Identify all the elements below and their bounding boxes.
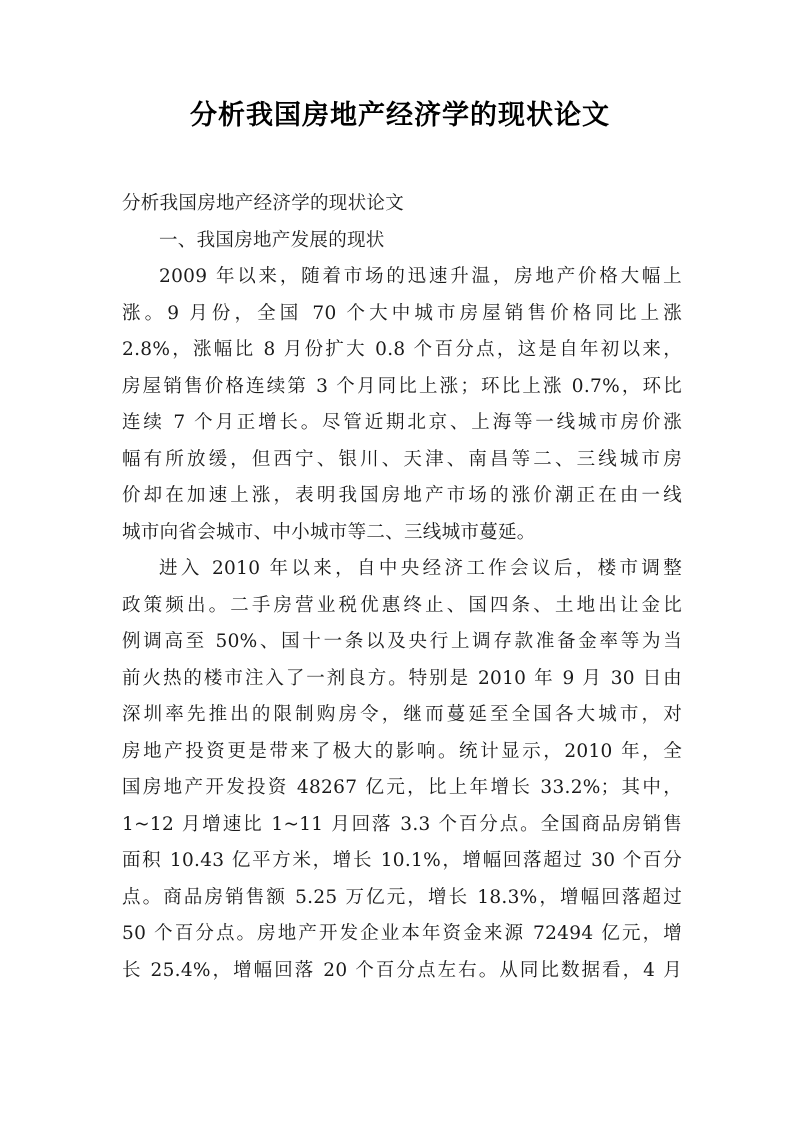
paragraph-line: 幅有所放缓，但西宁、银川、天津、南昌等二、三线城市房 (122, 448, 682, 470)
paragraph-line: 深圳率先推出的限制购房令，继而蔓延至全国各大城市，对 (122, 704, 682, 725)
paragraph-line: 进入 2010 年以来，自中央经济工作会议后，楼市调整 (159, 558, 682, 579)
paragraph-line: 2.8%，涨幅比 8 月份扩大 0.8 个百分点，这是自年初以来， (122, 339, 682, 360)
paragraph-line: 长 25.4%，增幅回落 20 个百分点左右。从同比数据看，4 月 (122, 959, 682, 981)
paragraph-line: 涨。9 月份，全国 70 个大中城市房屋销售价格同比上涨 (122, 302, 682, 324)
paragraph-line: 房地产投资更是带来了极大的影响。统计显示，2010 年，全 (122, 740, 682, 762)
paragraph-line: 前火热的楼市注入了一剂良方。特别是 2010 年 9 月 30 日由 (122, 667, 682, 689)
paragraph-line: 例调高至 50%、国十一条以及央行上调存款准备金率等为当 (122, 631, 682, 652)
paragraph-line: 房屋销售价格连续第 3 个月同比上涨；环比上涨 0.7%，环比 (122, 375, 682, 397)
section-heading: 一、我国房地产发展的现状 (159, 229, 385, 251)
paragraph-line: 价却在加速上涨，表明我国房地产市场的涨价潮正在由一线 (122, 485, 682, 506)
paragraph-line: 连续 7 个月正增长。尽管近期北京、上海等一线城市房价涨 (122, 412, 682, 433)
paragraph-line: 城市向省会城市、中小城市等二、三线城市蔓延。 (122, 521, 536, 543)
document-title: 分析我国房地产经济学的现状论文 (190, 100, 610, 131)
paragraph-line: 1~12 月增速比 1~11 月回落 3.3 个百分点。全国商品房销售 (122, 813, 682, 835)
paragraph-line: 国房地产开发投资 48267 亿元，比上年增长 33.2%；其中， (122, 777, 682, 798)
paragraph-line: 政策频出。二手房营业税优惠终止、国四条、土地出让金比 (122, 594, 682, 616)
document-body (122, 186, 682, 989)
paragraph-line: 50 个百分点。房地产开发企业本年资金来源 72494 亿元，增 (122, 923, 682, 944)
paragraph-line: 点。商品房销售额 5.25 万亿元，增长 18.3%，增幅回落超过 (122, 886, 682, 908)
paragraph-line: 面积 10.43 亿平方米，增长 10.1%，增幅回落超过 30 个百分 (122, 850, 682, 871)
paragraph-line: 2009 年以来，随着市场的迅速升温，房地产价格大幅上 (159, 266, 682, 287)
subtitle-line: 分析我国房地产经济学的现状论文 (122, 193, 405, 214)
